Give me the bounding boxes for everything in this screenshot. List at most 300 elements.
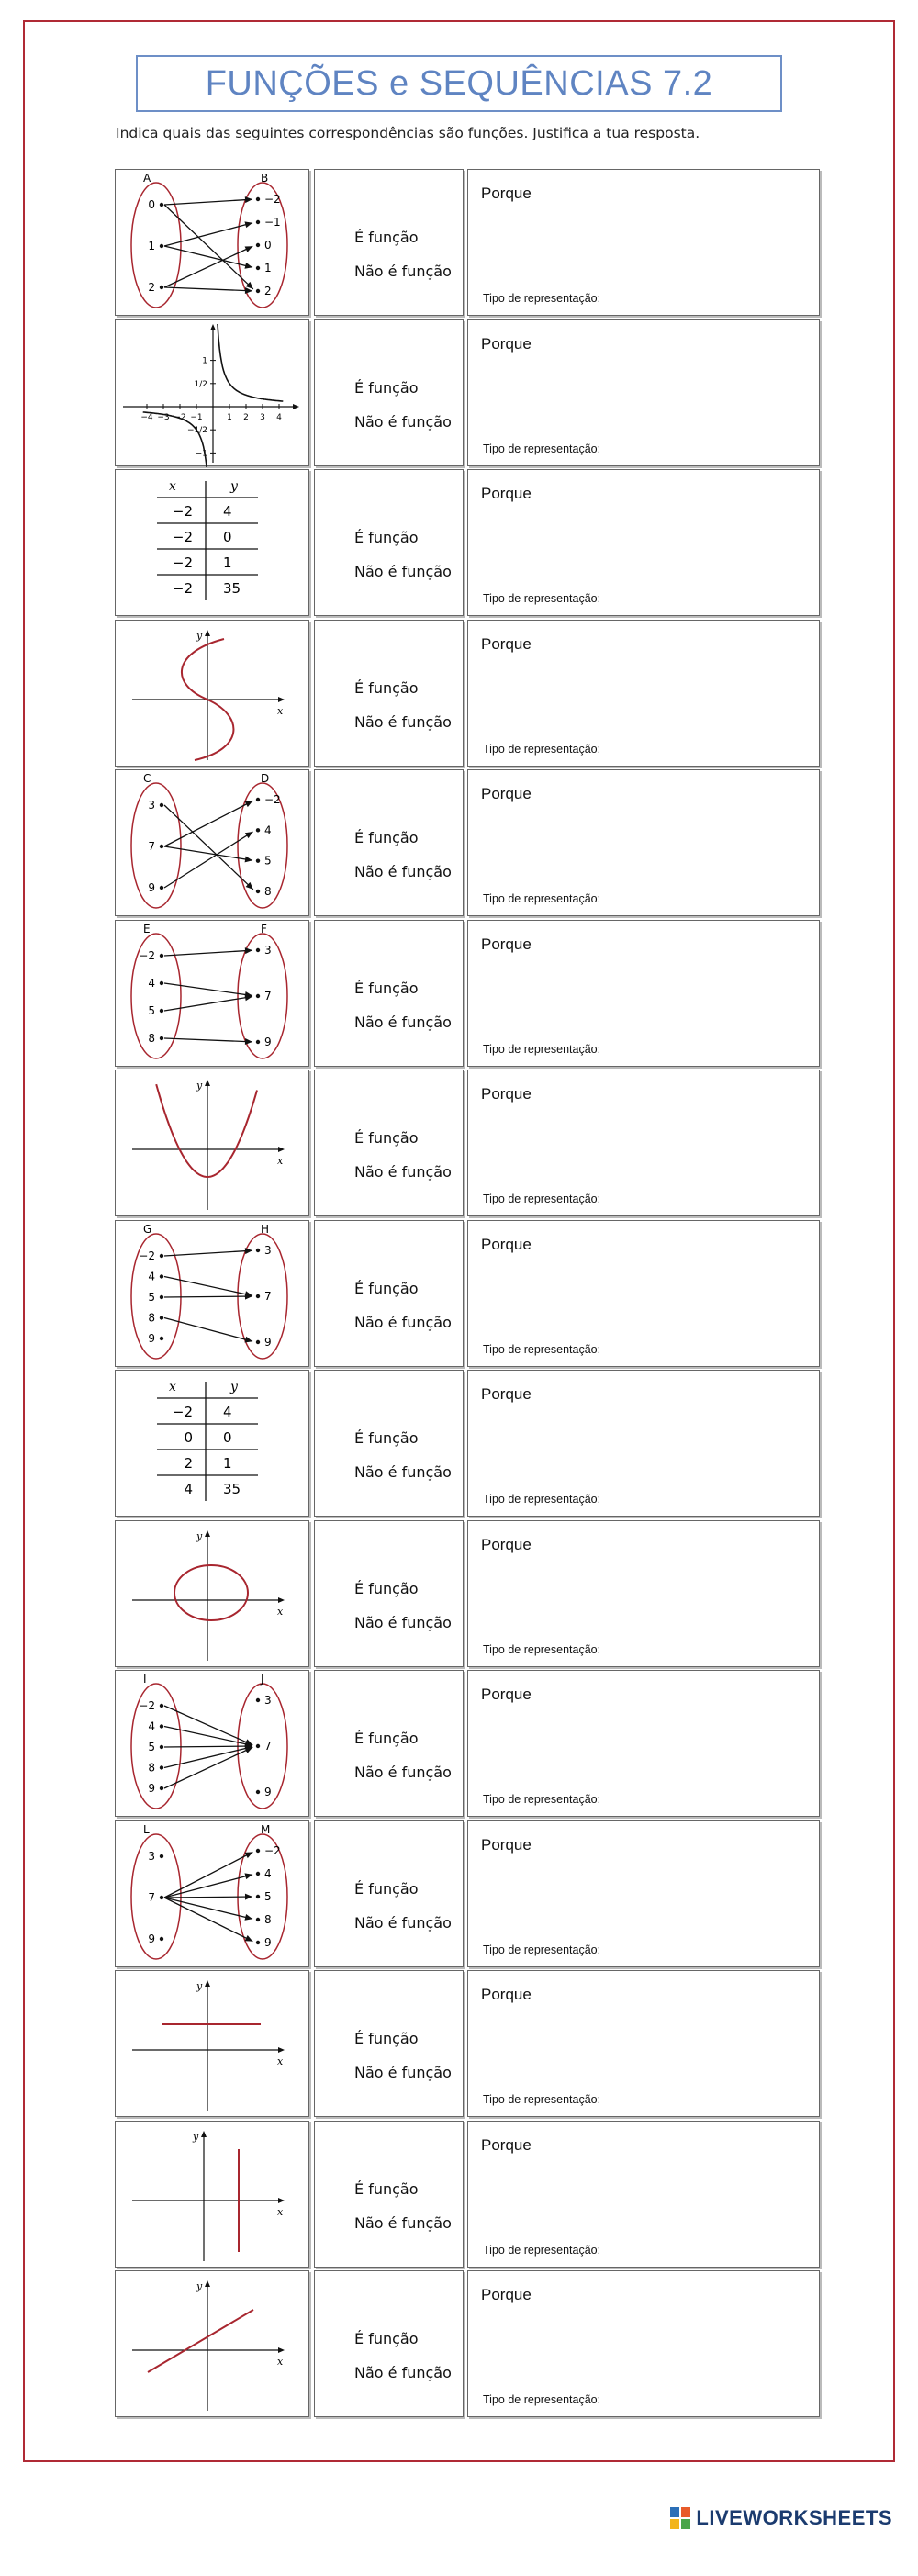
y-axis-arrow <box>205 2280 210 2287</box>
arrow-diagram-figure <box>116 770 310 917</box>
why-label: Porque <box>481 1535 532 1553</box>
domain-point <box>160 886 163 890</box>
domain-value: 5 <box>148 1741 155 1753</box>
codomain-point <box>256 243 260 247</box>
codomain-point <box>256 1790 260 1794</box>
option-is-function[interactable]: É função <box>354 1129 419 1147</box>
parabola-curve <box>156 1084 257 1177</box>
codomain-set-name: M <box>261 1822 271 1836</box>
liveworksheets-logo <box>670 2506 892 2530</box>
x-axis-label: x <box>277 2055 284 2067</box>
x-axis-arrow <box>278 2347 285 2353</box>
figure-cell <box>115 1370 309 1517</box>
options-cell <box>314 2121 464 2268</box>
mapping-arrow <box>164 1250 252 1256</box>
codomain-value: 7 <box>264 1740 272 1753</box>
justification-cell[interactable] <box>467 1970 820 2117</box>
domain-value: −2 <box>139 1699 155 1712</box>
option-not-function[interactable]: Não é função <box>354 863 452 880</box>
why-label: Porque <box>481 2286 532 2303</box>
codomain-point <box>256 1848 260 1852</box>
y-axis-arrow <box>210 324 216 330</box>
y-axis-arrow <box>205 1980 210 1987</box>
domain-point <box>160 1745 163 1749</box>
domain-value: 7 <box>148 840 155 853</box>
exercise-row <box>115 169 820 316</box>
table-cell-y: 1 <box>223 554 232 571</box>
arrow-head <box>244 1914 252 1921</box>
domain-value: 4 <box>148 1719 155 1733</box>
x-axis-label: x <box>277 2356 284 2368</box>
mapping-arrow <box>164 983 252 996</box>
domain-point <box>160 244 163 248</box>
mapping-arrow <box>164 1296 252 1297</box>
why-label: Porque <box>481 1686 532 1703</box>
domain-point <box>160 1274 163 1278</box>
mapping-arrow <box>164 950 252 956</box>
domain-value: 2 <box>148 281 155 294</box>
x-axis-label: x <box>277 2205 284 2218</box>
option-is-function[interactable]: É função <box>354 1429 419 1447</box>
domain-point <box>160 1704 163 1708</box>
exercise-row <box>115 1520 820 1667</box>
option-not-function[interactable]: Não é função <box>354 1613 452 1631</box>
x-axis-arrow <box>278 1597 285 1603</box>
representation-label: Tipo de representação: <box>483 2393 601 2406</box>
option-is-function[interactable]: É função <box>354 1730 419 1747</box>
codomain-set-name: H <box>261 1222 270 1236</box>
table-figure <box>116 1371 310 1518</box>
option-not-function[interactable]: Não é função <box>354 712 452 731</box>
options-cell <box>314 1520 464 1667</box>
option-is-function[interactable]: É função <box>354 1279 419 1297</box>
arrow-head <box>245 196 252 203</box>
exercise-row <box>115 469 820 616</box>
option-not-function[interactable]: Não é função <box>354 2364 452 2381</box>
justification-cell[interactable] <box>467 620 820 767</box>
why-label: Porque <box>481 185 532 202</box>
codomain-point <box>256 197 260 201</box>
justification-cell[interactable] <box>467 1520 820 1667</box>
codomain-value: 0 <box>264 239 272 252</box>
exercise-row <box>115 1820 820 1967</box>
codomain-value: 2 <box>264 285 272 297</box>
domain-point <box>160 1253 163 1257</box>
table-cell-x: −2 <box>172 1404 193 1420</box>
domain-value: 9 <box>148 1782 155 1795</box>
liveworksheets-brand: LIVEWORKSHEETS <box>696 2506 892 2529</box>
domain-set-name: E <box>143 922 151 935</box>
representation-label: Tipo de representação: <box>483 1793 601 1806</box>
figure-cell <box>115 1070 309 1216</box>
options-cell <box>314 319 464 466</box>
domain-set-name: A <box>143 172 151 185</box>
table-cell-x: 4 <box>184 1481 193 1497</box>
domain-point <box>160 1895 163 1898</box>
codomain-value: 8 <box>264 885 272 898</box>
justification-cell[interactable] <box>467 1820 820 1967</box>
domain-value: 8 <box>148 1031 155 1045</box>
arrow-head <box>245 1893 252 1899</box>
title-box <box>136 55 782 112</box>
codomain-point <box>256 890 260 893</box>
figure-cell <box>115 769 309 916</box>
codomain-value: −1 <box>264 216 281 229</box>
y-axis-label: y <box>193 2130 199 2143</box>
table-cell-y: 4 <box>223 503 232 520</box>
arrow-head <box>245 856 252 862</box>
exercise-row <box>115 2121 820 2268</box>
representation-label: Tipo de representação: <box>483 2093 601 2106</box>
justification-cell[interactable] <box>467 920 820 1067</box>
domain-value: 4 <box>148 1270 155 1282</box>
figure-cell <box>115 169 309 316</box>
codomain-point <box>256 220 260 224</box>
why-label: Porque <box>481 1085 532 1103</box>
figure-cell <box>115 1820 309 1967</box>
codomain-point <box>256 1698 260 1702</box>
why-label: Porque <box>481 1835 532 1854</box>
justification-cell[interactable] <box>467 2121 820 2268</box>
option-is-function[interactable]: É função <box>354 229 419 246</box>
x-axis-label: x <box>277 1605 284 1618</box>
oblique-line-graph <box>148 2310 253 2372</box>
domain-point <box>160 1336 163 1339</box>
codomain-value: 5 <box>264 854 272 868</box>
domain-point <box>160 1294 163 1298</box>
exercise-row <box>115 1070 820 1216</box>
options-cell <box>314 169 464 316</box>
y-tick-label: 1/2 <box>194 379 207 389</box>
table-cell-y: 35 <box>223 580 241 597</box>
table-cell-y: 0 <box>223 1429 232 1446</box>
option-is-function[interactable]: É função <box>354 2330 419 2347</box>
mapping-arrow <box>164 246 252 267</box>
domain-point <box>160 1854 163 1857</box>
option-is-function[interactable]: É função <box>354 378 419 397</box>
codomain-value: 9 <box>264 1786 272 1798</box>
codomain-point <box>256 1294 260 1297</box>
domain-value: 1 <box>148 240 155 252</box>
mapping-arrow <box>164 199 252 205</box>
codomain-set-name: D <box>261 772 270 785</box>
justification-cell[interactable] <box>467 2270 820 2417</box>
figure-cell <box>115 1520 309 1667</box>
exercise-row <box>115 319 820 466</box>
exercise-row <box>115 2270 820 2417</box>
representation-label: Tipo de representação: <box>483 1342 601 1356</box>
codomain-value: −2 <box>264 193 281 206</box>
why-label: Porque <box>481 1235 532 1253</box>
mapping-arrow <box>164 1898 252 1919</box>
table-header-y: y <box>230 479 238 494</box>
arrow-head <box>244 221 252 228</box>
justification-cell[interactable] <box>467 319 820 466</box>
codomain-value: 5 <box>264 1889 272 1903</box>
codomain-value: 9 <box>264 1935 272 1949</box>
representation-label: Tipo de representação: <box>483 1042 601 1056</box>
option-is-function[interactable]: É função <box>354 1579 419 1597</box>
option-is-function[interactable]: É função <box>354 529 419 546</box>
x-axis-arrow <box>293 404 299 409</box>
domain-point <box>160 1036 163 1039</box>
domain-point <box>160 1724 163 1728</box>
domain-point <box>160 953 163 957</box>
arrow-diagram-figure <box>116 1671 310 1818</box>
mapping-arrow <box>164 1897 252 1898</box>
arrow-diagram-figure <box>116 1821 310 1968</box>
x-axis-label: x <box>277 1155 284 1167</box>
domain-point <box>160 845 163 848</box>
arrow-head <box>245 1248 252 1254</box>
justification-cell[interactable] <box>467 1220 820 1367</box>
table-cell-x: −2 <box>172 580 193 597</box>
option-is-function[interactable]: É função <box>354 2030 419 2047</box>
table-figure <box>116 470 310 617</box>
domain-value: −2 <box>139 1249 155 1262</box>
domain-set-ellipse <box>131 1834 181 1959</box>
codomain-set-name: J <box>261 1673 264 1686</box>
codomain-value: 4 <box>264 1866 272 1880</box>
codomain-value: 1 <box>264 262 272 274</box>
options-cell <box>314 769 464 916</box>
hyperbola-branch-right <box>218 324 283 401</box>
option-not-function[interactable]: Não é função <box>354 563 452 580</box>
graph-figure <box>116 2122 310 2268</box>
graph-figure <box>116 1971 310 2118</box>
domain-point <box>160 1008 163 1012</box>
representation-label: Tipo de representação: <box>483 1493 601 1506</box>
instructions: Indica quais das seguintes correspondências são funções. Justifica a tua resposta. <box>116 125 700 141</box>
domain-value: 7 <box>148 1890 155 1904</box>
codomain-point <box>256 1894 260 1898</box>
representation-label: Tipo de representação: <box>483 442 601 455</box>
y-axis-arrow <box>201 2131 207 2137</box>
y-axis-label: y <box>196 1080 203 1092</box>
figure-cell <box>115 2121 309 2268</box>
options-cell <box>314 1370 464 1517</box>
table-cell-y: 0 <box>223 529 232 545</box>
table-cell-x: 0 <box>184 1429 193 1446</box>
codomain-value: 4 <box>264 823 272 837</box>
y-tick-label: −1 <box>195 448 207 458</box>
y-axis-label: y <box>196 629 203 642</box>
why-label: Porque <box>481 2135 532 2154</box>
codomain-value: −2 <box>264 1843 281 1857</box>
arrow-head <box>245 832 253 838</box>
option-is-function[interactable]: É função <box>354 678 419 697</box>
domain-set-name: C <box>143 772 151 785</box>
options-cell <box>314 1970 464 2117</box>
why-label: Porque <box>481 935 532 953</box>
codomain-point <box>256 1248 260 1251</box>
graph-figure <box>116 1521 310 1668</box>
mapping-arrow <box>164 1746 252 1747</box>
options-cell <box>314 620 464 767</box>
domain-value: 9 <box>148 1932 155 1945</box>
exercise-row <box>115 1370 820 1517</box>
codomain-set-name: B <box>261 172 269 185</box>
table-cell-x: −2 <box>172 503 193 520</box>
domain-value: 8 <box>148 1761 155 1775</box>
options-cell <box>314 1670 464 1817</box>
why-label: Porque <box>481 485 532 502</box>
x-axis-arrow <box>278 697 285 702</box>
exercise-row <box>115 920 820 1067</box>
graph-figure <box>116 2271 310 2418</box>
option-not-function[interactable]: Não é função <box>354 1913 452 1932</box>
exercise-row <box>115 620 820 767</box>
codomain-set-name: F <box>261 922 267 935</box>
codomain-point <box>256 1917 260 1921</box>
exercise-row <box>115 1970 820 2117</box>
codomain-point <box>256 828 260 832</box>
arrow-head <box>244 1873 252 1879</box>
domain-point <box>160 803 163 807</box>
x-axis-label: x <box>277 704 284 717</box>
domain-point <box>160 1936 163 1940</box>
arrow-head <box>244 263 252 269</box>
option-not-function[interactable]: Não é função <box>354 263 452 280</box>
figure-cell <box>115 1220 309 1367</box>
option-is-function[interactable]: É função <box>354 979 419 997</box>
options-cell <box>314 1820 464 1967</box>
arrow-diagram-figure <box>116 921 310 1068</box>
codomain-point <box>256 858 260 862</box>
y-tick-label: −1/2 <box>186 425 207 435</box>
domain-value: 4 <box>148 976 155 990</box>
figure-cell <box>115 2270 309 2417</box>
justification-cell[interactable] <box>467 1370 820 1517</box>
justification-cell[interactable] <box>467 169 820 316</box>
representation-label: Tipo de representação: <box>483 1193 601 1205</box>
x-tick-label: 4 <box>276 412 282 422</box>
option-not-function[interactable]: Não é função <box>354 2213 452 2232</box>
option-not-function[interactable]: Não é função <box>354 1764 452 1781</box>
codomain-value: −2 <box>264 793 281 806</box>
mapping-arrow <box>164 996 252 1011</box>
figure-cell <box>115 920 309 1067</box>
domain-set-name: I <box>143 1673 147 1686</box>
domain-point <box>160 1316 163 1319</box>
figure-cell <box>115 319 309 466</box>
mapping-arrow <box>164 1874 252 1897</box>
codomain-point <box>256 266 260 270</box>
codomain-value: 8 <box>264 1912 272 1926</box>
mapping-arrow <box>164 846 252 860</box>
table-cell-y: 35 <box>223 1481 241 1497</box>
justification-cell[interactable] <box>467 769 820 916</box>
codomain-point <box>256 1339 260 1343</box>
codomain-point <box>256 1871 260 1875</box>
codomain-point <box>256 993 260 997</box>
codomain-value: 7 <box>264 1289 272 1303</box>
mapping-arrow <box>164 223 252 246</box>
y-axis-arrow <box>205 1080 210 1086</box>
justification-cell[interactable] <box>467 1070 820 1216</box>
codomain-point <box>256 947 260 951</box>
x-tick-label: 3 <box>260 412 265 422</box>
graph-figure <box>116 1070 310 1217</box>
liveworksheets-logo-icon <box>670 2507 690 2529</box>
why-label: Porque <box>481 1385 532 1403</box>
option-not-function[interactable]: Não é função <box>354 412 452 431</box>
representation-label: Tipo de representação: <box>483 592 601 605</box>
arrow-head <box>245 1038 252 1045</box>
option-is-function[interactable]: É função <box>354 2179 419 2198</box>
x-axis-arrow <box>278 2198 285 2203</box>
mapping-arrow <box>164 287 252 291</box>
table-cell-x: −2 <box>172 554 193 571</box>
codomain-point <box>256 1940 260 1943</box>
domain-value: 3 <box>148 799 155 812</box>
representation-label: Tipo de representação: <box>483 892 601 905</box>
arrow-diagram-figure <box>116 170 310 317</box>
representation-label: Tipo de representação: <box>483 1642 601 1656</box>
domain-value: 9 <box>148 1331 155 1345</box>
option-not-function[interactable]: Não é função <box>354 1013 452 1031</box>
representation-label: Tipo de representação: <box>483 2243 601 2257</box>
codomain-value: 3 <box>264 943 272 957</box>
option-not-function[interactable]: Não é função <box>354 1163 452 1181</box>
option-not-function[interactable]: Não é função <box>354 1463 452 1481</box>
why-label: Porque <box>481 785 532 802</box>
why-label: Porque <box>481 334 532 353</box>
domain-point <box>160 1765 163 1769</box>
options-cell <box>314 1070 464 1216</box>
figure-cell <box>115 620 309 767</box>
codomain-value: 9 <box>264 1335 272 1349</box>
x-tick-label: 1 <box>227 412 232 422</box>
codomain-point <box>256 289 260 293</box>
domain-value: 5 <box>148 1003 155 1017</box>
table-header-x: x <box>169 1380 176 1394</box>
option-not-function[interactable]: Não é função <box>354 1313 452 1331</box>
arrow-head <box>245 947 252 954</box>
x-tick-label: −1 <box>190 412 203 422</box>
figure-cell <box>115 469 309 616</box>
arrow-diagram-figure <box>116 1221 310 1368</box>
y-axis-arrow <box>205 1530 210 1537</box>
codomain-point <box>256 1744 260 1748</box>
justification-cell[interactable] <box>467 469 820 616</box>
option-is-function[interactable]: É função <box>354 829 419 846</box>
domain-set-ellipse <box>131 183 181 308</box>
option-is-function[interactable]: É função <box>354 1879 419 1898</box>
table-cell-y: 4 <box>223 1404 232 1420</box>
y-axis-arrow <box>205 630 210 636</box>
why-label: Porque <box>481 1986 532 2003</box>
codomain-value: 3 <box>264 1694 272 1707</box>
option-not-function[interactable]: Não é função <box>354 2064 452 2081</box>
table-header-y: y <box>230 1380 238 1394</box>
figure-cell <box>115 1970 309 2117</box>
y-tick-label: 1 <box>202 356 207 366</box>
domain-point <box>160 1786 163 1790</box>
domain-point <box>160 286 163 289</box>
domain-point <box>160 203 163 207</box>
codomain-value: 3 <box>264 1243 272 1257</box>
options-cell <box>314 2270 464 2417</box>
justification-cell[interactable] <box>467 1670 820 1817</box>
domain-value: 3 <box>148 1849 155 1863</box>
representation-label: Tipo de representação: <box>483 742 601 756</box>
ellipse-curve <box>174 1565 248 1620</box>
graph-figure <box>116 621 310 767</box>
table-cell-x: 2 <box>184 1455 193 1472</box>
x-tick-label: −2 <box>174 412 186 422</box>
x-tick-label: 2 <box>243 412 249 422</box>
